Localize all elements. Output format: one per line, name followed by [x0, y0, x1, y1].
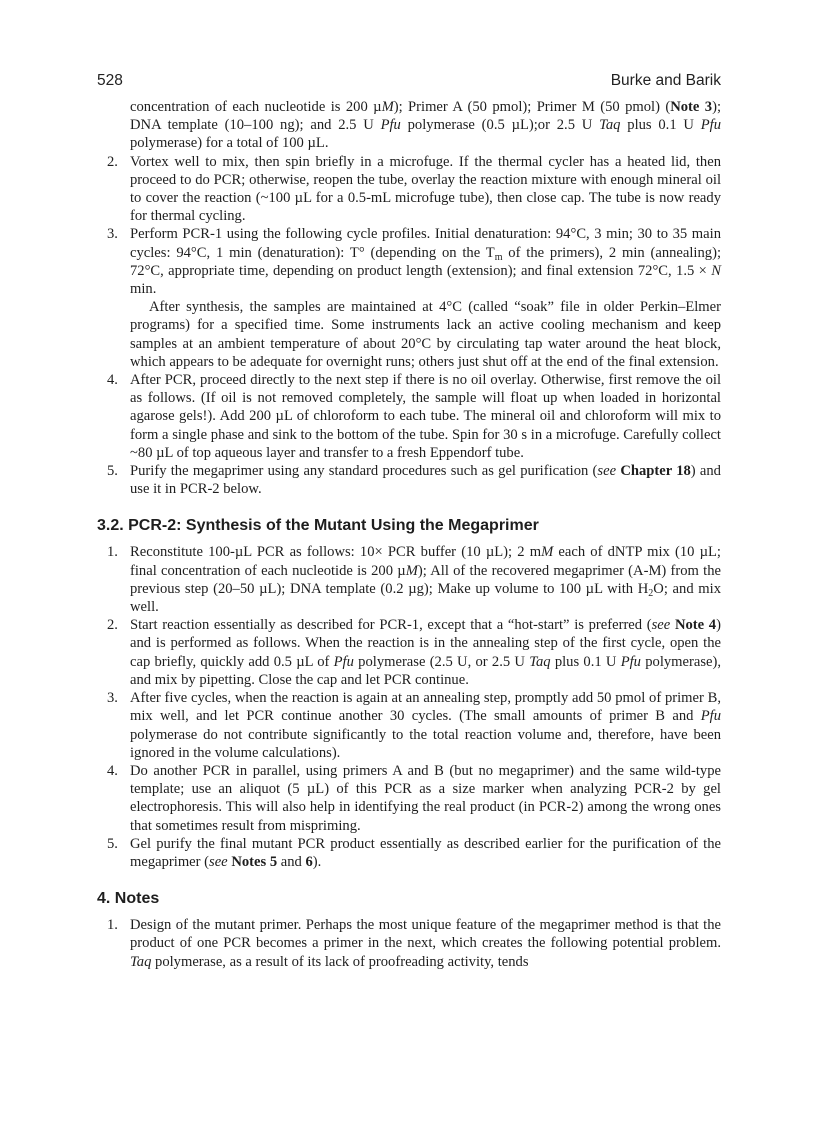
list-item: 2. Start reaction essentially as described for PCR-1, except that a “hot-start” is preferred (see Note 4) and is performed as follows. When the reaction is in the annealing step of the first cycle, open the cap briefly, quickly add 0.5 µL of Pfu polymerase (2.5 U, or 2.5 U Taq plus 0.1 U Pfu polymerase), and mix by pipetting. Close the cap and let PCR continue.: [107, 617, 721, 688]
list-item: 3. After five cycles, when the reaction is again at an annealing step, promptly add 50 pmol of primer B, mix well, and let PCR continue another 30 cycles. (The small amounts of primer B and Pfu polymerase do not contribute significantly to the total reaction volume and, therefore, have been ignored in the volume calculations).: [107, 690, 721, 761]
item-number: 5.: [107, 835, 118, 852]
notes-list: [97, 916, 721, 971]
item-number: 3.: [107, 690, 118, 707]
item-number: 4.: [107, 762, 118, 779]
page-header: [97, 72, 721, 94]
note-ref: Notes 5: [231, 853, 278, 870]
list-item: 1. Design of the mutant primer. Perhaps the most unique feature of the megaprimer method is that the product of one PCR becomes a primer in the next, which creates the following potential problem. Taq polymerase, as a result of its lack of proofreading activity, tends: [107, 917, 721, 970]
procedure-list-pcr2: [97, 543, 721, 871]
note-ref: 6: [305, 853, 313, 870]
item-number: 1.: [107, 544, 118, 561]
note-ref: Note 4: [674, 617, 717, 634]
paragraph: After synthesis, the samples are maintained at 4°C (called “soak” file in older Perkin–Elmer programs) for a specified time. Some instruments lack an active cooling mechanism and keep samples at an ambient temperature of about 20°C by circulating tap water around the heat block, which appears to be adequate for overnight runs; others just shut off at the end of the final extension.: [130, 299, 721, 370]
list-item: 2. Vortex well to mix, then spin briefly in a microfuge. If the thermal cycler has a heated lid, then proceed to do PCR; otherwise, reopen the tube, overlay the reaction mixture with enough mineral oil to cover the reaction (~100 µL for a 0.5-mL microfuge tube), then close cap. The tube is now ready for thermal cycling.: [107, 153, 721, 225]
list-item: concentration of each nucleotide is 200 µM); Primer A (50 pmol); Primer M (50 pmol) (Note 3); DNA template (10–100 ng); and 2.5 U Pfu polymerase (0.5 µL);or 2.5 U Taq plus 0.1 U Pfu polymerase) for a total of 100 µL.: [130, 99, 722, 152]
item-number: 1.: [107, 917, 118, 934]
list-item: 5. Gel purify the final mutant PCR product essentially as described earlier for the purification of the megaprimer (see Notes 5 and 6).: [107, 835, 721, 870]
page-number: 528: [97, 72, 123, 89]
list-item: 5. Purify the megaprimer using any standard procedures such as gel purification (see Chapter 18) and use it in PCR-2 below.: [107, 463, 721, 498]
item-number: 2.: [107, 153, 118, 170]
running-head: Burke and Barik: [610, 72, 721, 89]
procedure-list-pcr1: [97, 98, 721, 498]
section-heading-3-2: 3.2. PCR-2: Synthesis of the Mutant Using the Megaprimer: [97, 517, 539, 535]
item-number: 5.: [107, 463, 118, 480]
item-number: 2.: [107, 617, 118, 634]
list-item: 3. Perform PCR-1 using the following cycle profiles. Initial denaturation: 94°C, 3 min; 30 to 35 main cycles: 94°C, 1 min (denaturation): T° (depending on the $T_m$ of the primers), 2 min (annealing); 72°C, appropriate time, depending on product length (extension); and final extension 72°C, 1.5 × N min. After synthesis, the samples are maintained at 4°C (called “soak” file in older Perkin–Elmer programs) for a specified time. Some instruments lack an active cooling mechanism and keep samples at an ambient temperature of about 20°C by circulating tap water around the heat block, which appears to be adequate for overnight runs; others just shut off at the end of the final extension.: [107, 226, 721, 370]
section-heading-notes: 4. Notes: [97, 890, 160, 908]
item-number: 4.: [107, 372, 118, 389]
list-item: 1. Reconstitute 100-µL PCR as follows: 10× PCR buffer (10 µL); 2 mM each of dNTP mix (10 µL; final concentration of each nucleotide is 200 µM); All of the recovered megaprimer (A-M) from the previous step (20–50 µL); DNA template (0.2 µg); Make up volume to 100 µL with $H_2O$; and mix well.: [107, 544, 721, 616]
item-number: 3.: [107, 226, 118, 243]
note-ref: Note 3: [670, 99, 713, 115]
page-body: [97, 98, 721, 971]
list-item: 4. Do another PCR in parallel, using primers A and B (but no megaprimer) and the same wild-type template; use an aliquot (5 µL) of this PCR as a size marker when analyzing PCR-2 by gel electrophoresis. This will also help in identifying the real product (in PCR-2) among the wrong ones that sometimes result from mispriming.: [107, 762, 721, 834]
chapter-ref: Chapter 18: [620, 463, 691, 480]
list-item: 4. After PCR, proceed directly to the next step if there is no oil overlay. Otherwise, first remove the oil as follows. (If oil is not removed completely, the sample will float up when loaded in horizontal agarose gels!). Add 200 µL of chloroform to each tube. The mineral oil and chloroform will mix to form a single phase and sink to the bottom of the tube. Spin for 30 s in a microfuge. Carefully collect ~80 µL of top aqueous layer and transfer to a fresh Eppendorf tube.: [107, 372, 721, 461]
